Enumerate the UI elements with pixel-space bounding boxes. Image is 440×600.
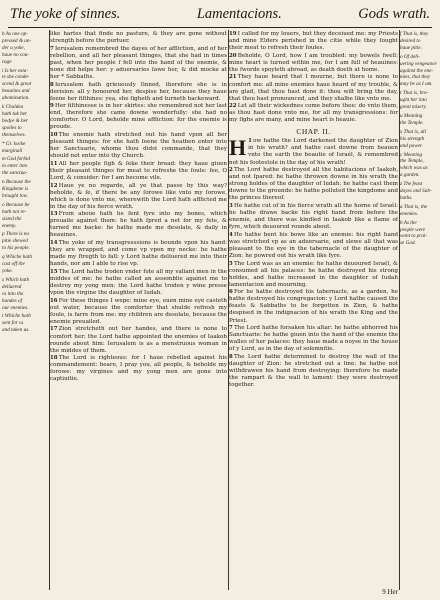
verse-text: The Lord hathe forsaken his altar: he hathe abhorred his Sanctuarie: he hathe giuen into the hand of the enemie the walles of her palaces: they haue made a noyse in the house of y Lord, as in the day of solemnitie.	[229, 325, 398, 353]
verse-number: 19	[229, 31, 237, 37]
verse	[229, 74, 398, 102]
verse	[50, 326, 227, 354]
verse	[229, 354, 398, 389]
verse-text: The Lord hathe troden vnder fote all my valiant men in the middes of me: he hathe called an assemblie against me to destroy my yong men: the Lord hathe troden y wine presse vpon the virgine the daughter of Iudah.	[50, 268, 227, 297]
verse-text: Ierusalem remembred the dayes of her affliction, and of her rebellion, and all her pleasant thinges, that she had in times past, when her people ſ fell into the hand of the enemie, & none did helpe her: y aduersaries ſawe her, & did mocke at her * Sabbaths.	[50, 45, 227, 80]
verse	[229, 289, 398, 324]
verse-text: Haue ye no regarde, all ye that passe by this way? beholde, & ſe, if there be any ſorowe like vnto my ſorowe, which is done vnto me, wherewith the Lord hath afflicted me in the day of his fierce wrath.	[50, 182, 227, 210]
verse-number: 14	[50, 240, 58, 247]
margin-note: k Chaldea hath tak her bodye & her spoiles to themselves.	[2, 104, 28, 138]
verse	[50, 46, 227, 81]
verse	[50, 132, 227, 160]
header-right: Gods wrath.	[358, 6, 430, 22]
margin-note: o Of deli- uering vengeance against the ene- mies, that they may be as I am.	[400, 53, 437, 88]
verse-number: 16	[50, 297, 58, 304]
verse-text: Zion stretcheth out her handes, and there is none to comfort her: the Lord hathe appointed the enemies of Iaakob rounde about him: Ierusalem is as a menstruous woman in the middes of them.	[50, 326, 227, 354]
catchword: 9 Her	[382, 588, 398, 596]
verse-text: The Lord was as an enemie: he hathe deuoured Israél, & consumed all his palaces: he hathe destroyed his strong holdes, and hathe increased in the daughter of Iudah lamentacion and mourning.	[229, 260, 398, 288]
margin-note: u Meaning the Temple.	[400, 112, 424, 126]
right-verses-chapter-two	[229, 135, 398, 389]
drop-cap-initial: H	[229, 135, 247, 161]
verse	[50, 269, 227, 297]
header-center: Lamentacions.	[196, 6, 282, 22]
verse-text: Ierusalem hath grieuously ſinned, therefore she is in derision: all y honoured her, despise her, because they haue ſeene her filthines: yea, she ſigheth and turneth backeward.	[50, 81, 227, 102]
verse-text: He hathe cut of in his fierce wrath all the horne of Israél: he hathe drawe backe his right hand from before the enemie, and there was kindled in Iaakob like a flame of fyre, which deuoured rounde about.	[229, 203, 398, 231]
verse-number: 9	[50, 103, 54, 110]
margin-note: x That is, all his strength and power.	[400, 128, 426, 149]
verse-number: 15	[50, 268, 58, 275]
verse-text: Let all their wickednes come before thee: do vnto them, as thou hast done vnto me, for all my transgressions: for my ſighs are many, and mine heart is heauie.	[229, 103, 398, 124]
margin-note: i Is her esta- te she conde- scend & great heauines and abomination.	[2, 67, 32, 102]
verse-number: 11	[50, 160, 58, 167]
verse-text: They haue heard that I mourne, but there is none to comfort me: all mine enemies haue heard of my trouble, & are glad, that thou hast done it: thou wilt bring the day, that thou hast pronounced, and they shalbe like vnto me.	[229, 74, 398, 102]
margin-note: z The feast dayes and Sab- baths.	[400, 181, 432, 201]
verse	[50, 298, 227, 326]
verse	[229, 261, 398, 289]
verse-text: I called for my louers, but they deceiued me: my Priests and mine Elders perished in the citie while they ſought their meat to refresh their ſoules.	[229, 31, 398, 52]
verse	[229, 167, 398, 202]
verse-number: 1	[248, 138, 252, 145]
running-header	[0, 6, 440, 28]
margin-note: b As the people were wont to prai- se God.	[400, 219, 428, 247]
margin-note: h As one op- pressed & un- der a yoke, haue no cou- rage	[2, 31, 32, 65]
margin-note: t That is, bro- ught her into great misery.	[400, 90, 429, 111]
verse	[50, 161, 227, 182]
verse-number: 5	[229, 260, 233, 267]
verse-text: The yoke of my transgresssions is bounde vpon his hand: they are wrapped, and come vp vpon my necke: he hathe made my ſtregth to fall: y Lord hathe deliuered me into their hands, nor am I able to rise vp.	[50, 240, 227, 268]
verse-number: 22	[229, 103, 237, 110]
verse-text: All her people ſigh & ſeke their bread: they haue giuen their pleasant thinges for meat to refreshe the ſoule: ſee, O Lord, & consider: for I am become vile.	[50, 160, 227, 181]
verse-number: 13	[50, 211, 58, 218]
verse-number: 6	[229, 289, 233, 296]
verse	[50, 103, 227, 131]
verse-number: 10	[50, 132, 58, 139]
verse	[50, 31, 227, 45]
header-left: The yoke of sinnes.	[10, 6, 121, 22]
right-verses-chapter-one	[229, 31, 398, 124]
chapter-heading: CHAP. II.	[296, 127, 331, 137]
left-verses	[50, 31, 227, 383]
verse-text: like hartes that finde no pasture, & they are gone without strength before the purtuer.	[50, 31, 227, 45]
verse	[50, 82, 227, 103]
margin-note: n Because the Kingdome is brought low.	[2, 179, 31, 199]
verse-number: 8	[50, 81, 54, 88]
left-margin-notes	[2, 31, 49, 591]
verse	[229, 203, 398, 231]
verse	[229, 103, 398, 124]
margin-note: q Whiche hath cast off the yoke.	[2, 254, 32, 274]
margin-note: t Whiche hath sent for vs and taken us.	[2, 313, 31, 334]
verse-number: 17	[50, 326, 58, 333]
verse-text: The enemie hath stretched out his hand vpon all her pleasant thinges: for she hath ſeene the heathen enter into her Sanctuarie, whome thou didst commande, that they should not enter into thy Church.	[50, 132, 227, 160]
verse-number: 4	[229, 231, 233, 238]
margin-note: a That is, the enemies.	[400, 203, 428, 217]
verse	[229, 53, 398, 74]
verse-number: 7	[50, 45, 54, 52]
verse-number: 21	[229, 74, 237, 81]
right-text-column	[229, 31, 398, 591]
verse-number: 8	[229, 353, 233, 360]
verse-text: The Lord is righteous: for I haue rebelled against his commandement: heare, I pray you, all people, & beholde my ſorowe: my virgines and my yong men are gone into captiuitie.	[50, 355, 227, 383]
margin-note: f That is, they desired to haue pitie.	[400, 31, 429, 51]
verse-text: ow hathe the Lord darkened the daughter of Zion in his wrath? and hathe cast downe from heauen vnto the earth the beautie of Israél, & remembred not his footestole in the day of his wrath!	[229, 138, 398, 166]
verse-text: From aboue hath he ſent fyre into my bones, which preuaile against them: he hath ſpred a net for my fete, & turned me backe: he hathe made me desolate, & daily in heauines.	[50, 211, 227, 239]
header-rule	[8, 27, 432, 28]
margin-note: p There is no pitie shewed to his people.	[2, 231, 30, 252]
verse	[229, 232, 398, 260]
verse-number: 7	[229, 325, 233, 332]
verse	[50, 211, 227, 239]
verse-number: 18	[50, 355, 58, 362]
verse	[229, 31, 398, 52]
verse	[50, 240, 227, 268]
verse-number: 12	[50, 182, 58, 189]
verse	[229, 325, 398, 353]
margin-note: * Gr. kocke marginall	[2, 140, 26, 154]
margin-note: s Which hath deliuered vs into the handes of our enemies.	[2, 276, 30, 311]
margin-note: y Meaning the Temple, which was as a garden.	[400, 151, 428, 179]
verse-number: 3	[229, 203, 233, 209]
verse-text: For he hathe destroyed his tabernacle, as a garden, he hathe destroyed his congregacion: y Lord hathe caused the feasts & Sabbaths to be forgotten in Zion, & hathe despised in the indignacion of his wrath the King and the Priest.	[229, 289, 398, 324]
verse	[50, 355, 227, 383]
verse	[50, 183, 227, 211]
verse-text: He hathe bent his bowe like an enemie: his right hand was stretched vp as an aduersarie, and slewe all that was pleasant to the eye in the tabernacle of the daughter of Zion: he powred out his wrath like fyre.	[229, 231, 398, 259]
verse-text: The Lord hathe determined to destroy the wall of the daughter of Zion: he stretched out a line: he hathe not withdrawen his hand from destroying: therefore he made the rampart & the wall to lament: they were destroyed together.	[229, 353, 398, 389]
verse-text: For these thinges I wepe: mine eye, euen mine eye casteth out water, because the comforter that shulde refresh my ſoule, is farre from me: my children are desolate, because the enemie preuailed.	[50, 297, 227, 325]
left-text-column	[50, 31, 227, 591]
right-margin-notes	[400, 31, 440, 591]
verse-number: 20	[229, 52, 237, 59]
verse	[229, 135, 398, 166]
margin-note: m God forbid to enter into the sanctua-	[2, 156, 30, 177]
verse-text: Beholde, O Lord, how I am troubled: my bowels ſwell: mine heart is turned within me, for I am full of heauines: the ſworde spoyleth abroad, as death doeth at home.	[229, 52, 398, 73]
verse-number: 2	[229, 167, 233, 174]
margin-note: o Because he hath not re- sisted the enemy.	[2, 201, 30, 229]
verse-text: The Lord hathe destroyed all the habitacions of Iaakob, and not ſpared: he hathe throwen downe in his wrath the strong holdes of the daughter of Iudah: he hathe cast them downe to the grounde: he hathe polluted the kingdome and the princes thereof.	[229, 167, 398, 202]
verse-text: Her filthinesse is in her skirtes: she remembred not her last end, therefore she came downe wonderfully: she had no comforter. O Lord, beholde mine affliction: for the enemie is proude.	[50, 103, 227, 131]
